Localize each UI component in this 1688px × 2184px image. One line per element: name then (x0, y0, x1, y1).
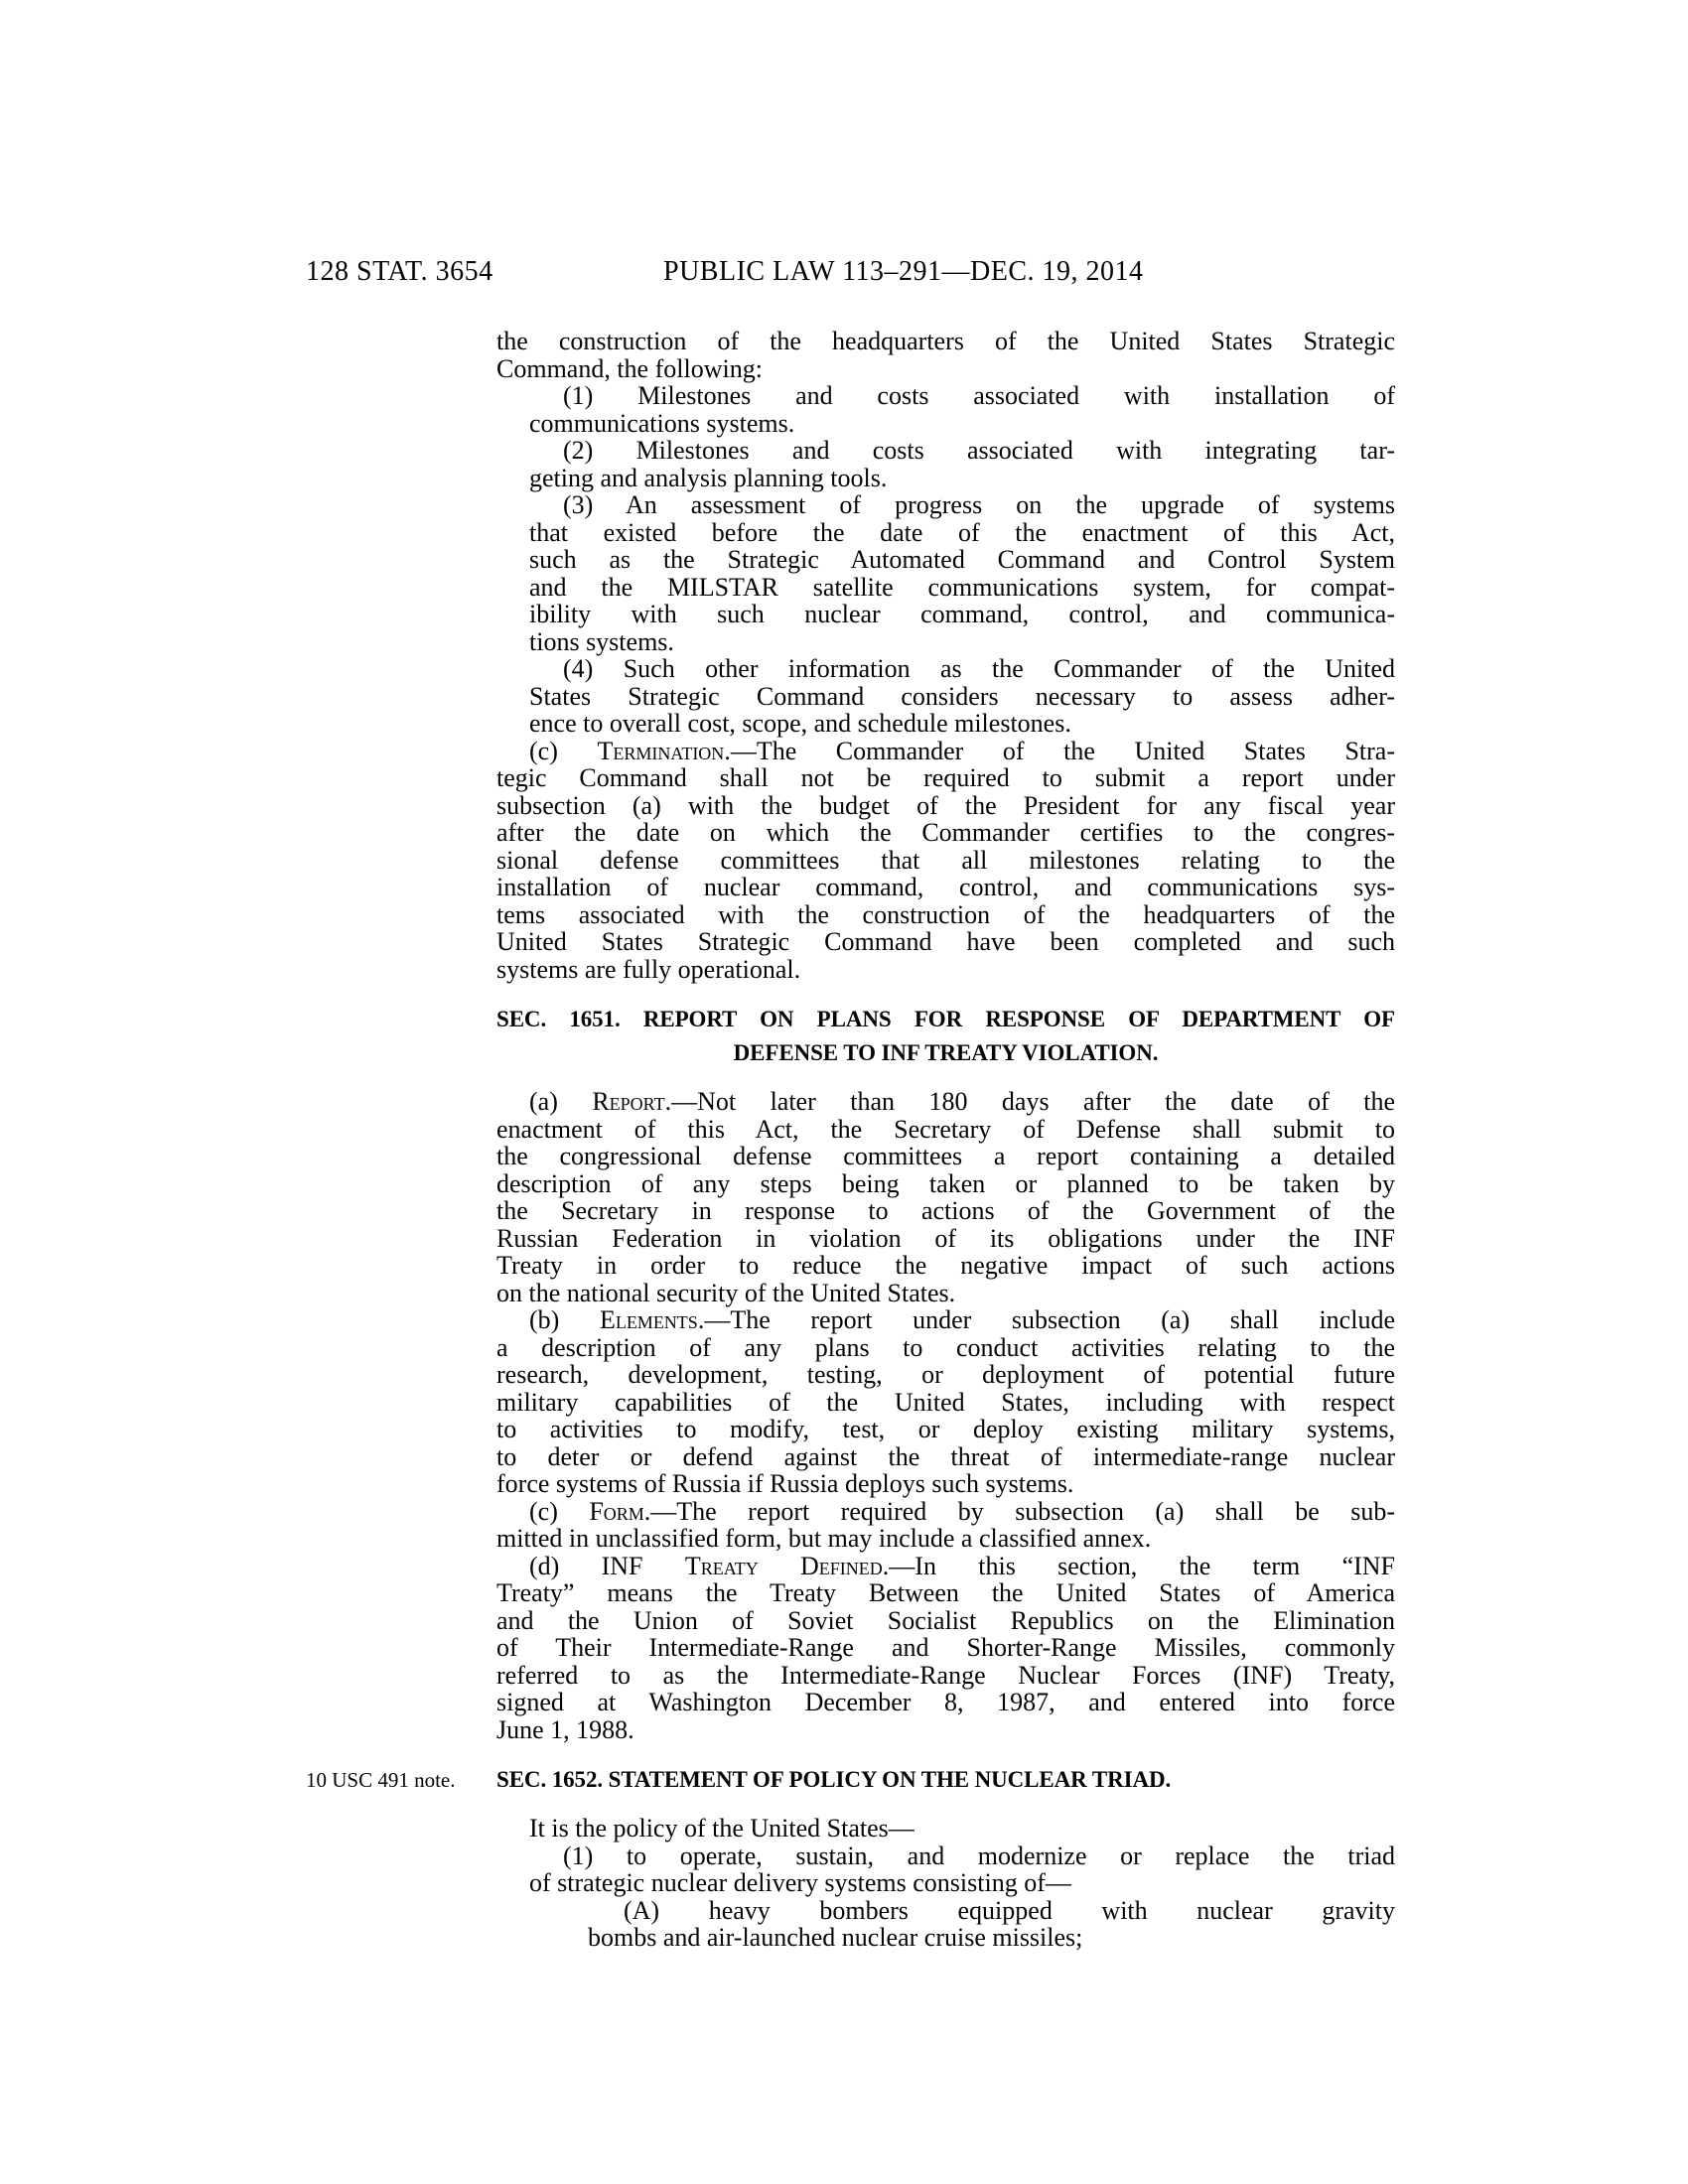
text-line: Treaty” means the Treaty Between the United States of America (496, 1578, 1395, 1607)
text-line: military capabilities of the United States, including with respect (496, 1387, 1395, 1417)
small-caps-term: Report (592, 1087, 665, 1116)
para-item-3 (529, 491, 1395, 655)
margin-note-usc-citation: 10 USC 491 note. (306, 1768, 456, 1792)
para-item-1 (529, 382, 1395, 437)
text-line: (1) to operate, sustain, and modernize or replace the triad (563, 1841, 1395, 1870)
text-line: and the Union of Soviet Socialist Republics on the Elimination (496, 1605, 1395, 1635)
text-line: SEC. 1652. STATEMENT OF POLICY ON THE NUCLEAR TRIAD. (496, 1767, 1172, 1792)
text-line: tems associated with the construction of the headquarters of the (496, 899, 1395, 929)
text-line: to deter or defend against the threat of intermediate-range nuclear (496, 1441, 1395, 1471)
text-line: (c) Termination.—The Commander of the United States Stra- (529, 736, 1396, 765)
text-line: systems are fully operational. (496, 954, 801, 984)
para-continuation (496, 328, 1395, 382)
small-caps-term: Treaty (684, 1551, 759, 1580)
para-policy-1 (529, 1843, 1395, 1897)
text-line: geting and analysis planning tools. (529, 463, 888, 492)
text-line: (2) Milestones and costs associated with integrating tar- (563, 436, 1395, 465)
text-line: to activities to modify, test, or deploy existing military systems, (496, 1415, 1395, 1443)
text-line: tegic Command shall not be required to submit a report under (496, 763, 1395, 792)
text-line: on the national security of the United States. (496, 1278, 956, 1307)
text-line: bombs and air-launched nuclear cruise missiles; (588, 1923, 1083, 1952)
text-line: and the MILSTAR satellite communications system, for compat- (529, 572, 1395, 602)
text-line: a description of any plans to conduct activities relating to the (496, 1332, 1395, 1362)
sec-1651-heading (496, 1003, 1395, 1070)
text-line: ence to overall cost, scope, and schedule milestones. (529, 709, 1071, 738)
text-line: enactment of this Act, the Secretary of Defense shall submit to (496, 1114, 1395, 1144)
text-line: (3) An assessment of progress on the upgrade of systems (563, 490, 1395, 519)
small-caps-term: Defined (800, 1551, 883, 1580)
para-policy-1A (588, 1897, 1395, 1952)
text-line: United States Strategic Command have been completed and such (496, 927, 1395, 956)
text-line: States Strategic Command considers necessary to assess adher- (529, 681, 1395, 711)
text-line: installation of nuclear command, control, and communications sys- (496, 873, 1395, 901)
para-item-2 (529, 437, 1395, 491)
small-caps-term: Form (589, 1496, 644, 1526)
text-line: the Secretary in response to actions of the Government of the (496, 1196, 1395, 1225)
text-line: description of any steps being taken or planned to be taken by (496, 1168, 1395, 1198)
text-line: subsection (a) with the budget of the President for any fiscal year (496, 790, 1395, 820)
text-line: referred to as the Intermediate-Range Nuclear Forces (INF) Treaty, (496, 1660, 1395, 1690)
sec-1652-heading (306, 1763, 1395, 1797)
para-report (496, 1088, 1395, 1306)
statute-body (306, 327, 1396, 1952)
text-line: ibility with such nuclear command, control, and communica- (529, 600, 1395, 628)
small-caps-term: Termination (597, 736, 725, 765)
text-line: (d) INF Treaty Defined.—In this section, the term “INF (529, 1551, 1396, 1580)
text-line: force systems of Russia if Russia deploys such systems. (496, 1469, 1074, 1498)
text-line: communications systems. (529, 408, 795, 438)
text-line: (A) heavy bombers equipped with nuclear gravity (624, 1895, 1395, 1925)
text-line: the congressional defense committees a report containing a detailed (496, 1142, 1395, 1170)
text-line: tions systems. (529, 626, 674, 656)
text-line: such as the Strategic Automated Command and Control System (529, 545, 1395, 574)
text-line: of Their Intermediate-Range and Shorter-Range Missiles, commonly (496, 1633, 1395, 1662)
text-line: the construction of the headquarters of the United States Strategic (496, 327, 1395, 355)
text-line: (b) Elements.—The report under subsection (a) shall include (529, 1305, 1395, 1334)
text-line: Russian Federation in violation of its obligations under the INF (496, 1223, 1395, 1253)
text-line: (1) Milestones and costs associated with installation of (563, 381, 1395, 410)
para-form (496, 1498, 1395, 1553)
running-head-page-number: 128 STAT. 3654 (306, 256, 493, 287)
text-line: mitted in unclassified form, but may include a classified annex. (496, 1524, 1152, 1553)
text-line: after the date on which the Commander certifies to the congres- (496, 818, 1395, 847)
text-line: that existed before the date of the enactment of this Act, (529, 517, 1395, 547)
text-line: research, development, testing, or deployment of potential future (496, 1360, 1395, 1389)
text-line: It is the policy of the United States— (529, 1814, 914, 1843)
para-inf-treaty-defined (496, 1553, 1395, 1744)
text-line: signed at Washington December 8, 1987, and entered into force (496, 1688, 1395, 1716)
para-policy-intro (496, 1815, 1395, 1843)
text-line: (a) Report.—Not later than 180 days after the date of the (529, 1087, 1396, 1116)
running-head-law-title: PUBLIC LAW 113–291—DEC. 19, 2014 (663, 256, 1144, 287)
small-caps-term: Elements (599, 1305, 698, 1334)
text-line: (c) Form.—The report required by subsection (a) shall be sub- (529, 1496, 1396, 1526)
text-line: sional defense committees that all milestones relating to the (496, 845, 1395, 875)
text-line: DEFENSE TO INF TREATY VIOLATION. (733, 1040, 1159, 1065)
text-line: Treaty in order to reduce the negative impact of such actions (496, 1251, 1395, 1280)
para-item-4 (529, 655, 1395, 738)
text-line: (4) Such other information as the Commander of the United (563, 654, 1395, 683)
para-elements (496, 1306, 1395, 1498)
para-termination (496, 738, 1395, 984)
text-line: Command, the following: (496, 353, 763, 383)
text-line: SEC. 1651. REPORT ON PLANS FOR RESPONSE OF DEPARTMENT OF (496, 1007, 1395, 1031)
text-line: of strategic nuclear delivery systems consisting of— (529, 1868, 1071, 1897)
text-line: June 1, 1988. (496, 1714, 634, 1744)
